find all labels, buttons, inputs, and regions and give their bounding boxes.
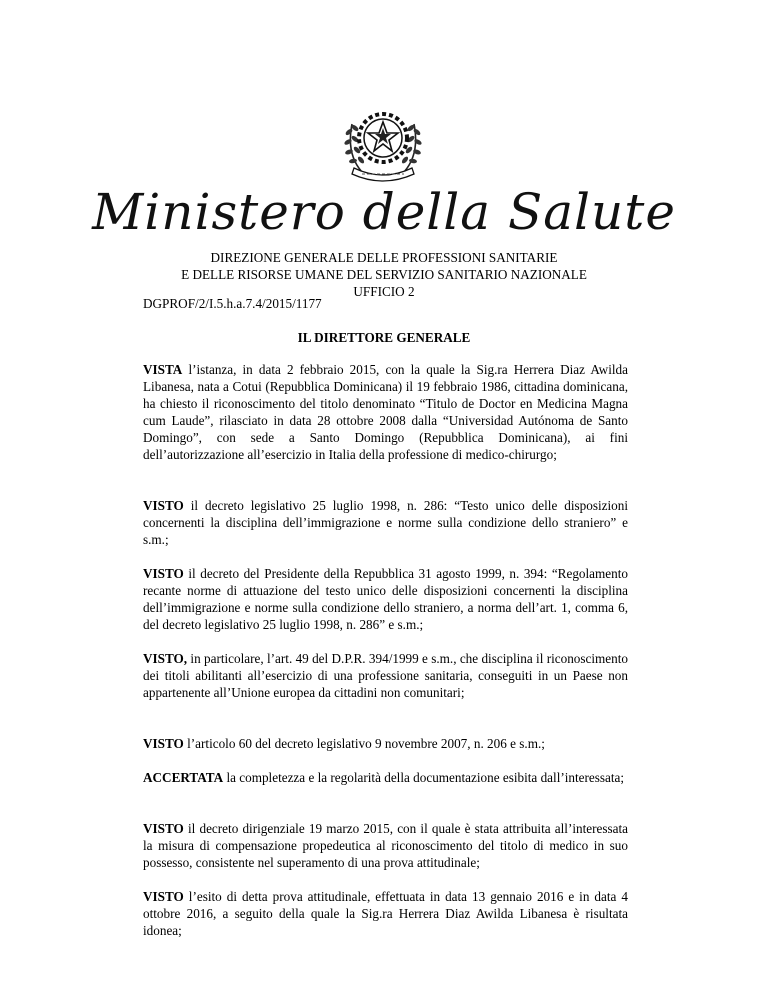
- paragraph-keyword: ACCERTATA: [143, 770, 224, 785]
- paragraph-keyword: VISTO: [143, 498, 184, 513]
- paragraph-text: il decreto dirigenziale 19 marzo 2015, con il quale è stata attribuita all’interessata la misura di compensazione propedeutica al riconoscimento del titolo di medico in suo possesso, consistente nel superamento di una prova attitudinale;: [143, 821, 628, 870]
- paragraph-visto-art-49: [143, 650, 628, 701]
- paragraph-visto-dlgs-286: [143, 497, 628, 548]
- paragraph-keyword: VISTO,: [143, 651, 188, 666]
- paragraph-keyword: VISTO: [143, 736, 184, 751]
- paragraph-text: l’istanza, in data 2 febbraio 2015, con la quale la Sig.ra Herrera Diaz Awilda Libanesa, nata a Cotui (Repubblica Dominicana) il 19 febbraio 1986, cittadina dominicana, ha chiesto il riconoscimento del titolo denominato “Titulo de Doctor en Medicina Magna cum Laude”, rilasciato in data 28 ottobre 2008 dalla “Universidad Autónoma de Santo Domingo”, con sede a Santo Domingo (Repubblica Dominicana), ai fini dell’autorizzazione all’esercizio in Italia della professione di medico-chirurgo;: [143, 362, 628, 462]
- paragraph-visto-esito-prova: [143, 888, 628, 939]
- office-line: UFFICIO 2: [353, 284, 415, 299]
- paragraph-text: la completezza e la regolarità della documentazione esibita dall’interessata;: [223, 770, 625, 785]
- paragraph-keyword: VISTO: [143, 566, 184, 581]
- paragraph-keyword: VISTA: [143, 362, 183, 377]
- office-line: DIREZIONE GENERALE DELLE PROFESSIONI SANITARIE: [210, 250, 558, 265]
- office-line: E DELLE RISORSE UMANE DEL SERVIZIO SANITARIO NAZIONALE: [181, 267, 587, 282]
- paragraph-text: il decreto legislativo 25 luglio 1998, n. 286: “Testo unico delle disposizioni concernenti la disciplina dell’immigrazione e norme sulla condizione dello straniero” e s.m.;: [143, 498, 628, 547]
- paragraph-vista-istanza: [143, 361, 628, 463]
- paragraph-visto-dpr-394: [143, 565, 628, 633]
- office-header: [0, 249, 768, 300]
- paragraph-text: l’articolo 60 del decreto legislativo 9 novembre 2007, n. 206 e s.m.;: [183, 736, 545, 751]
- document-title: IL DIRETTORE GENERALE: [297, 330, 471, 345]
- paragraph-text: l’esito di detta prova attitudinale, effettuata in data 13 gennaio 2016 e in data 4 ottobre 2016, a seguito della quale la Sig.ra Herrera Diaz Awilda Libanesa è risultata idonea;: [143, 889, 628, 938]
- paragraph-visto-decreto-dirigenziale: [143, 820, 628, 871]
- paragraph-text: il decreto del Presidente della Repubblica 31 agosto 1999, n. 394: “Regolamento recante norme di attuazione del testo unico delle disposizioni concernenti la disciplina dell’immigrazione e norme sulla condizione dello straniero, a norma dell’art. 1, comma 6, del decreto legislativo 25 luglio 1998, n. 286” e s.m.;: [143, 566, 628, 632]
- paragraph-visto-art-60: [143, 735, 628, 752]
- paragraph-keyword: VISTO: [143, 889, 184, 904]
- protocol-number: DGPROF/2/I.5.h.a.7.4/2015/1177: [143, 296, 322, 311]
- paragraph-text: in particolare, l’art. 49 del D.P.R. 394/1999 e s.m., che disciplina il riconoscimento dei titoli abilitanti all’esercizio di una professione sanitaria, conseguiti in un Paese non appartenente all’Unione europea da cittadini non comunitari;: [143, 651, 628, 700]
- paragraph-accertata: [143, 769, 628, 786]
- paragraph-keyword: VISTO: [143, 821, 184, 836]
- ministry-name: Ministero della Salute: [92, 183, 676, 241]
- italian-republic-emblem-icon: [340, 102, 426, 182]
